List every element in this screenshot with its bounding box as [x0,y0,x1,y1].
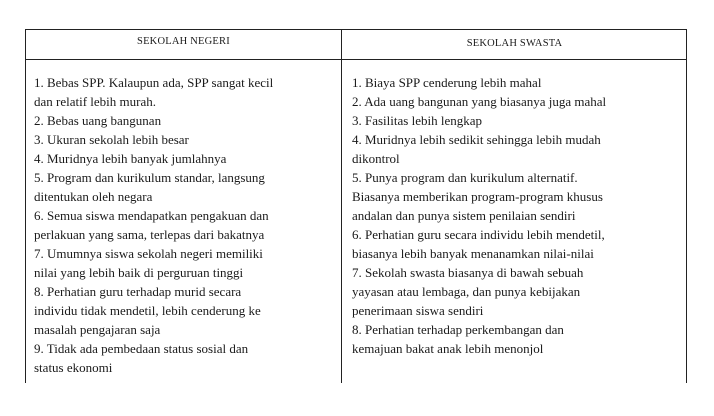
list-line: ditentukan oleh negara [34,189,153,204]
list-line: 2. Bebas uang bangunan [34,113,162,128]
list-line: 4. Muridnya lebih sedikit sehingga lebih mudah [352,132,601,147]
list-line: 3. Fasilitas lebih lengkap [352,113,482,128]
list-line: biasanya lebih banyak menanamkan nilai-nilai [352,246,594,261]
list-line: 5. Punya program dan kurikulum alternatif. [352,170,578,185]
list-line: andalan dan punya sistem penilaian sendiri [352,208,576,223]
sekolah-swasta-list [352,73,684,358]
comparison-table [25,29,687,383]
list-line: 9. Tidak ada pembedaan status sosial dan [34,341,249,356]
list-line: Biasanya memberikan program-program khusus [352,189,603,204]
list-line: yayasan atau lembaga, dan punya kebijakan [352,284,581,299]
list-line: 1. Biaya SPP cenderung lebih mahal [352,75,542,90]
list-line: 8. Perhatian terhadap perkembangan dan [352,322,564,337]
list-line: 4. Muridnya lebih banyak jumlahnya [34,151,227,166]
list-line: kemajuan bakat anak lebih menonjol [352,341,544,356]
list-line: 7. Umumnya siswa sekolah negeri memiliki [34,246,263,261]
list-line: masalah pengajaran saja [34,322,161,337]
header-sekolah-negeri: SEKOLAH NEGERI [137,36,230,47]
header-divider [26,59,686,60]
list-line: dikontrol [352,151,400,166]
list-line: dan relatif lebih murah. [34,94,157,109]
list-line: 1. Bebas SPP. Kalaupun ada, SPP sangat kecil [34,75,274,90]
list-line: 2. Ada uang bangunan yang biasanya juga mahal [352,94,607,109]
list-line: status ekonomi [34,360,113,375]
list-line: penerimaan siswa sendiri [352,303,484,318]
list-line: 3. Ukuran sekolah lebih besar [34,132,189,147]
list-line: 5. Program dan kurikulum standar, langsung [34,170,265,185]
list-line: 6. Perhatian guru secara individu lebih mendetil, [352,227,605,242]
header-sekolah-swasta: SEKOLAH SWASTA [466,38,563,49]
list-line: nilai yang lebih baik di perguruan tinggi [34,265,244,280]
column-divider [341,30,342,383]
sekolah-negeri-list [34,73,336,377]
list-line: 6. Semua siswa mendapatkan pengakuan dan [34,208,269,223]
list-line: 8. Perhatian guru terhadap murid secara [34,284,242,299]
list-line: individu tidak mendetil, lebih cenderung ke [34,303,261,318]
list-line: 7. Sekolah swasta biasanya di bawah sebuah [352,265,584,280]
list-line: perlakuan yang sama, terlepas dari bakatnya [34,227,265,242]
